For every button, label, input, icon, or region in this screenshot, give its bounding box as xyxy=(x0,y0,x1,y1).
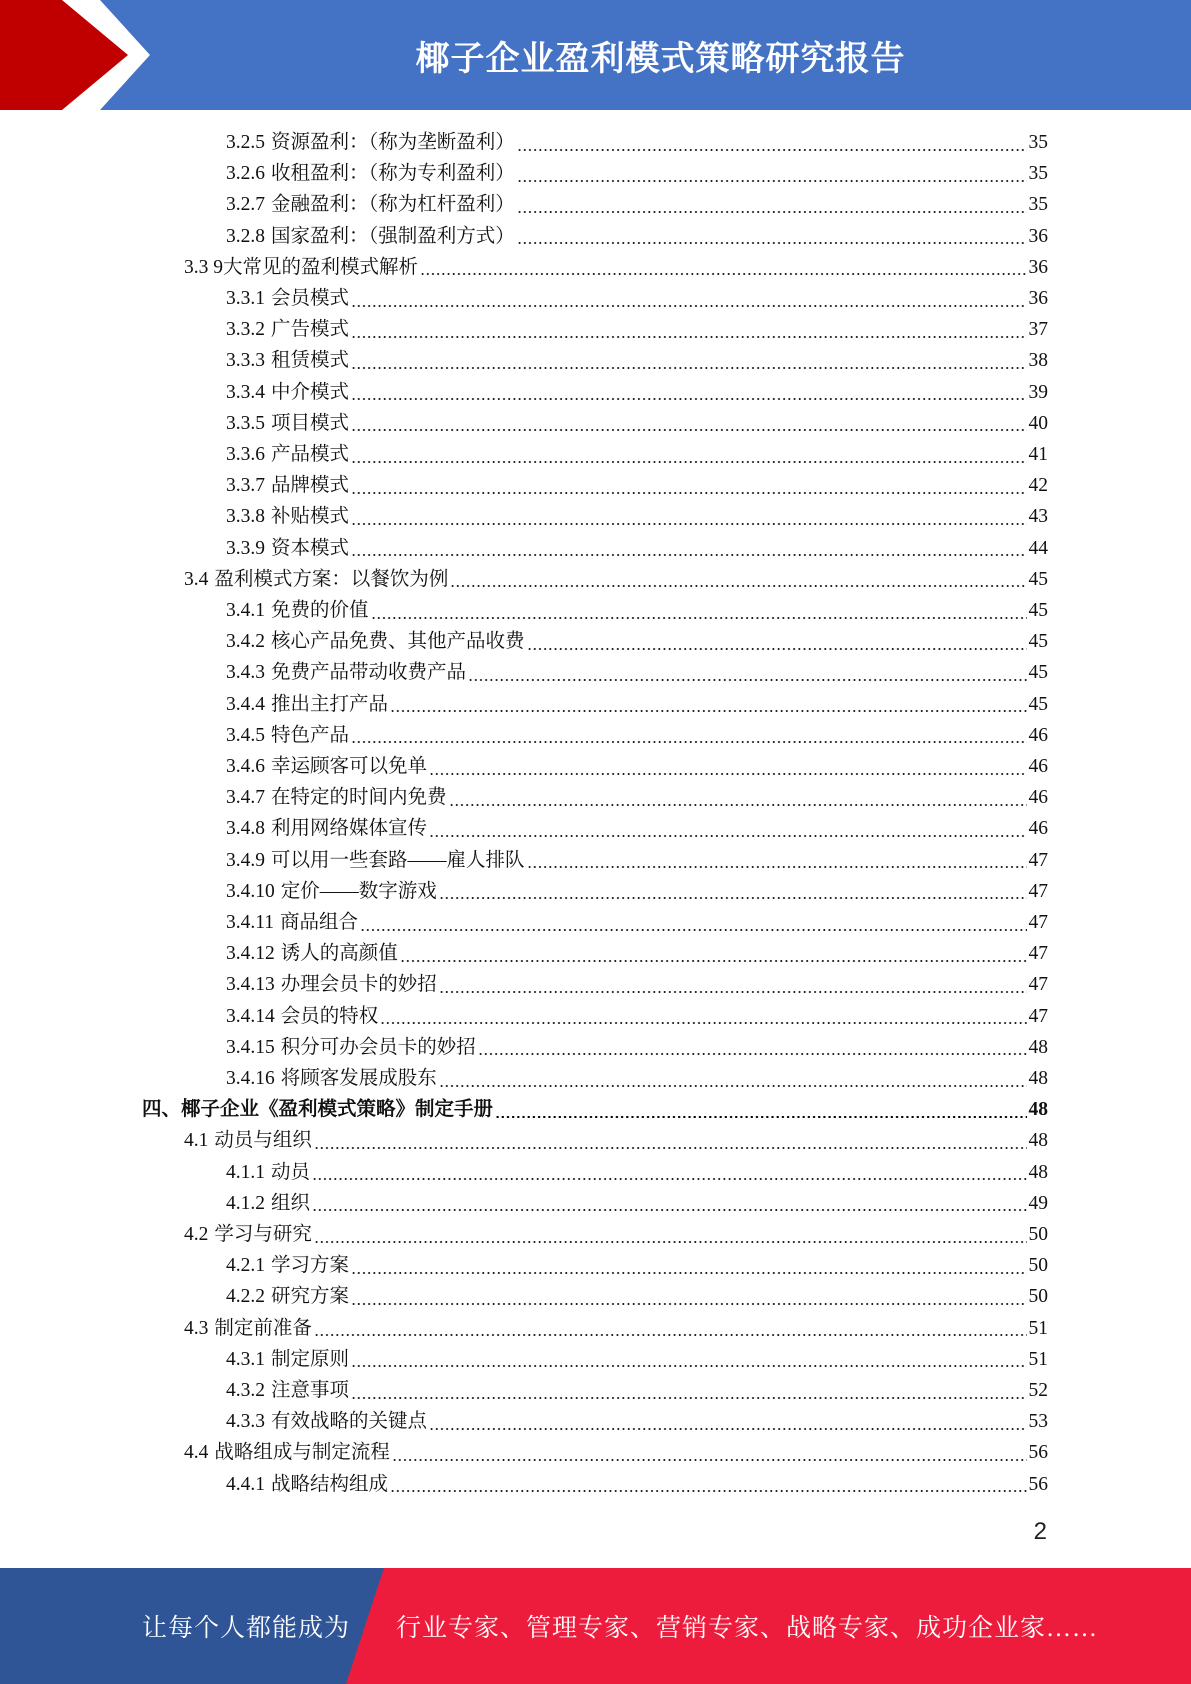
toc-entry-title: 资本模式 xyxy=(271,537,350,559)
toc-entry-label xyxy=(226,1469,388,1500)
toc-entry-title: 积分可办会员卡的妙招 xyxy=(280,1036,476,1058)
toc-entry-page: 46 xyxy=(1028,818,1048,840)
toc-entry[interactable] xyxy=(226,189,1048,220)
toc-entry[interactable] xyxy=(226,1344,1048,1375)
toc-entry[interactable] xyxy=(184,1313,1048,1344)
toc-entry[interactable] xyxy=(226,626,1048,657)
toc-dot-leader xyxy=(314,1334,1027,1336)
toc-entry-label xyxy=(226,751,427,782)
toc-entry-page: 36 xyxy=(1028,256,1048,278)
toc-entry[interactable] xyxy=(226,1281,1048,1312)
toc-entry-page: 46 xyxy=(1028,756,1048,777)
toc-entry[interactable] xyxy=(226,314,1048,345)
toc-entry-title: 收租盈利：（称为专利盈利） xyxy=(271,163,515,185)
toc-dot-leader xyxy=(439,1085,1027,1087)
toc-dot-leader xyxy=(351,367,1026,369)
toc-entry[interactable] xyxy=(184,564,1048,595)
toc-entry-number: 3.4.9 xyxy=(226,849,265,871)
toc-entry[interactable] xyxy=(226,907,1048,938)
toc-entry-number: 3.4.5 xyxy=(226,724,265,746)
toc-entry[interactable] xyxy=(226,158,1048,189)
toc-dot-leader xyxy=(527,866,1027,868)
toc-entry-label xyxy=(226,938,398,969)
toc-entry-title: 国家盈利：（强制盈利方式） xyxy=(271,225,515,247)
toc-entry-label xyxy=(226,501,349,532)
toc-entry-page: 47 xyxy=(1028,849,1048,871)
toc-entry-number: 3.2.6 xyxy=(226,163,265,185)
toc-entry[interactable] xyxy=(226,1375,1048,1406)
toc-dot-leader xyxy=(314,1241,1027,1243)
toc-dot-leader xyxy=(517,242,1027,244)
toc-entry-label xyxy=(226,782,447,813)
toc-dot-leader xyxy=(351,305,1026,307)
toc-entry-number: 3.3.9 xyxy=(226,537,265,559)
toc-entry-page: 36 xyxy=(1028,225,1048,247)
toc-entry-label xyxy=(226,1406,427,1437)
toc-entry-page: 50 xyxy=(1028,1255,1048,1277)
toc-dot-leader xyxy=(351,1272,1026,1274)
toc-dot-leader xyxy=(429,1428,1026,1430)
toc-entry-page: 40 xyxy=(1028,412,1048,434)
toc-entry-number: 3.4.10 xyxy=(226,880,275,902)
toc-dot-leader xyxy=(449,804,1027,806)
toc-entry[interactable] xyxy=(226,345,1048,376)
toc-entry-label xyxy=(142,1094,493,1125)
toc-entry-page: 43 xyxy=(1028,506,1048,528)
toc-entry-number: 3.4.3 xyxy=(226,662,265,684)
toc-dot-leader xyxy=(351,554,1026,556)
toc-entry[interactable] xyxy=(226,377,1048,408)
toc-entry-title: 组织 xyxy=(271,1192,311,1214)
toc-dot-leader xyxy=(400,960,1027,962)
toc-entry-label xyxy=(226,189,515,220)
toc-entry[interactable] xyxy=(226,1406,1048,1437)
toc-entry[interactable] xyxy=(226,657,1048,688)
toc-dot-leader xyxy=(478,1053,1027,1055)
toc-entry-label xyxy=(226,439,349,470)
toc-dot-leader xyxy=(351,429,1026,431)
toc-entry-label xyxy=(226,969,437,1000)
toc-entry[interactable] xyxy=(184,252,1048,283)
toc-entry-page: 39 xyxy=(1028,381,1048,403)
toc-entry[interactable] xyxy=(142,1094,1048,1125)
toc-entry-title: 品牌模式 xyxy=(271,475,350,497)
toc-entry-number: 4.4 xyxy=(184,1442,209,1464)
toc-entry-page: 36 xyxy=(1028,288,1048,309)
toc-entry-page: 50 xyxy=(1028,1286,1048,1308)
toc-dot-leader xyxy=(495,1116,1026,1118)
toc-entry[interactable] xyxy=(226,876,1048,907)
toc-entry-title: 制定原则 xyxy=(271,1348,350,1370)
toc-entry[interactable] xyxy=(226,127,1048,158)
toc-dot-leader xyxy=(450,585,1026,587)
toc-dot-leader xyxy=(351,523,1026,525)
toc-entry[interactable] xyxy=(226,689,1048,720)
toc-entry-title: 四、椰子企业《盈利模式策略》制定手册 xyxy=(142,1099,494,1121)
toc-entry-number: 3.3.2 xyxy=(226,319,265,341)
toc-entry[interactable] xyxy=(226,1157,1048,1188)
toc-entry-number: 3.3.7 xyxy=(226,475,265,497)
toc-entry[interactable] xyxy=(226,969,1048,1000)
toc-entry-number: 3.3.1 xyxy=(226,288,265,309)
toc-entry-title: 战略结构组成 xyxy=(271,1473,389,1495)
toc-entry-number: 3.3.8 xyxy=(226,506,265,528)
toc-entry-title: 免费产品带动收费产品 xyxy=(271,662,467,684)
toc-dot-leader xyxy=(439,991,1027,993)
toc-entry-label xyxy=(226,1157,310,1188)
toc-entry-page: 35 xyxy=(1028,194,1048,216)
toc-entry[interactable] xyxy=(226,1250,1048,1281)
toc-entry-title: 推出主打产品 xyxy=(271,693,389,715)
toc-entry-number: 3.3.3 xyxy=(226,350,265,372)
toc-entry-title: 学习与研究 xyxy=(214,1224,312,1245)
toc-entry-number: 3.2.8 xyxy=(226,225,265,247)
toc-entry-label xyxy=(226,1063,437,1094)
toc-entry-title: 产品模式 xyxy=(271,444,350,465)
toc-entry[interactable] xyxy=(226,751,1048,782)
toc-entry[interactable] xyxy=(184,1437,1048,1468)
toc-entry-title: 特色产品 xyxy=(271,724,350,746)
toc-entry-page: 56 xyxy=(1028,1442,1048,1464)
toc-entry[interactable] xyxy=(226,1188,1048,1219)
toc-entry-label xyxy=(226,314,349,345)
toc-dot-leader xyxy=(371,617,1027,619)
toc-entry-title: 将顾客发展成股东 xyxy=(280,1068,437,1089)
toc-entry-title: 金融盈利：（称为杠杆盈利） xyxy=(271,194,515,216)
toc-entry-title: 动员与组织 xyxy=(214,1130,312,1152)
toc-entry-label xyxy=(184,1219,312,1250)
toc-entry-label xyxy=(226,657,466,688)
toc-entry-page: 47 xyxy=(1028,912,1048,933)
toc-dot-leader xyxy=(351,1303,1026,1305)
toc-entry-page: 53 xyxy=(1028,1411,1048,1433)
toc-entry-page: 52 xyxy=(1028,1380,1048,1401)
toc-entry-page: 56 xyxy=(1028,1473,1048,1495)
toc-entry[interactable] xyxy=(226,720,1048,751)
toc-entry-title: 广告模式 xyxy=(271,319,350,341)
toc-entry-title: 可以用一些套路——雇人排队 xyxy=(271,849,525,871)
toc-entry-page: 46 xyxy=(1028,724,1048,746)
toc-entry-label xyxy=(226,1188,310,1219)
toc-entry-page: 49 xyxy=(1028,1192,1048,1214)
toc-entry-title: 盈利模式方案：以餐饮为例 xyxy=(214,568,449,590)
toc-dot-leader xyxy=(420,273,1026,275)
toc-entry-label xyxy=(226,127,515,158)
toc-entry-page: 51 xyxy=(1028,1317,1048,1339)
toc-entry-number: 3.4.12 xyxy=(226,943,275,965)
toc-entry[interactable] xyxy=(226,408,1048,439)
toc-dot-leader xyxy=(517,149,1027,151)
toc-entry-number: 4.2.2 xyxy=(226,1286,265,1308)
toc-entry-page: 46 xyxy=(1028,787,1048,809)
toc-entry[interactable] xyxy=(226,1001,1048,1032)
toc-entry-label xyxy=(226,813,427,844)
toc-entry-label xyxy=(226,626,525,657)
toc-entry-title: 有效战略的关键点 xyxy=(271,1411,428,1433)
toc-entry-page: 48 xyxy=(1028,1036,1048,1058)
toc-entry-title: 租赁模式 xyxy=(271,350,350,372)
toc-dot-leader xyxy=(312,1178,1026,1180)
toc-entry-page: 47 xyxy=(1028,1005,1048,1027)
toc-entry-title: 补贴模式 xyxy=(271,506,350,528)
toc-entry-number: 3.2.7 xyxy=(226,194,265,216)
toc-entry-number: 4.2.1 xyxy=(226,1255,265,1277)
toc-entry-number: 3.4.11 xyxy=(226,912,275,933)
toc-entry-page: 47 xyxy=(1028,880,1048,902)
toc-entry-title: 注意事项 xyxy=(271,1380,350,1401)
toc-entry-label xyxy=(226,1344,349,1375)
toc-entry-title: 研究方案 xyxy=(271,1286,350,1308)
toc-entry-number: 4.3.2 xyxy=(226,1380,265,1401)
toc-entry[interactable] xyxy=(226,283,1048,314)
toc-entry-label xyxy=(184,564,448,595)
toc-entry-page: 45 xyxy=(1028,600,1048,621)
toc-dot-leader xyxy=(390,1490,1026,1492)
toc-entry[interactable] xyxy=(226,501,1048,532)
toc-entry-number: 3.2.5 xyxy=(226,132,265,153)
toc-dot-leader xyxy=(429,835,1026,837)
toc-entry[interactable] xyxy=(226,533,1048,564)
toc-entry-number: 4.1.1 xyxy=(226,1161,265,1183)
toc-dot-leader xyxy=(351,492,1026,494)
footer-roles: 行业专家、管理专家、营销专家、战略专家、成功企业家…… xyxy=(396,1615,1099,1642)
toc-entry-number: 3.4 xyxy=(184,568,209,590)
toc-dot-leader xyxy=(351,461,1026,463)
toc-entry-page: 42 xyxy=(1028,475,1048,497)
toc-entry-label xyxy=(184,1313,312,1344)
toc-entry-number: 4.1.2 xyxy=(226,1192,265,1214)
toc-entry[interactable] xyxy=(226,782,1048,813)
toc-entry[interactable] xyxy=(184,1219,1048,1250)
toc-entry[interactable] xyxy=(226,595,1048,626)
toc-dot-leader xyxy=(351,398,1026,400)
toc-entry-page: 48 xyxy=(1028,1099,1048,1121)
toc-entry-label xyxy=(226,1281,349,1312)
toc-entry-number: 4.3.1 xyxy=(226,1348,265,1370)
toc-entry-label xyxy=(226,1250,349,1281)
toc-entry-label xyxy=(226,720,349,751)
toc-entry-label xyxy=(184,1437,390,1468)
toc-entry-page: 35 xyxy=(1028,132,1048,153)
toc-dot-leader xyxy=(517,211,1027,213)
toc-entry-page: 51 xyxy=(1028,1348,1048,1370)
toc-entry-page: 44 xyxy=(1028,537,1048,559)
document-title: 椰子企业盈利模式策略研究报告 xyxy=(415,38,906,79)
toc-entry-title: 资源盈利：（称为垄断盈利） xyxy=(271,132,515,153)
toc-entry-title: 商品组合 xyxy=(280,912,359,933)
toc-entry-label xyxy=(226,907,358,938)
toc-entry-label xyxy=(184,1125,312,1156)
toc-entry-title: 会员模式 xyxy=(271,288,350,309)
toc-entry-label xyxy=(226,689,388,720)
toc-dot-leader xyxy=(351,741,1026,743)
toc-entry-label xyxy=(226,470,349,501)
toc-entry-title: 项目模式 xyxy=(271,412,350,434)
toc-entry[interactable] xyxy=(226,470,1048,501)
toc-entry-label xyxy=(226,1032,476,1063)
toc-entry-label xyxy=(226,595,369,626)
toc-entry-number: 3.3.4 xyxy=(226,381,265,403)
toc-dot-leader xyxy=(351,336,1026,338)
toc-entry-number: 3.4.6 xyxy=(226,756,265,777)
toc-entry-page: 45 xyxy=(1028,631,1048,653)
toc-dot-leader xyxy=(314,1147,1027,1149)
toc-entry-number: 3.4.8 xyxy=(226,818,265,840)
toc-entry-title: 利用网络媒体宣传 xyxy=(271,818,428,840)
toc-entry-number: 4.3 xyxy=(184,1317,209,1339)
toc-entry-number: 3.4.13 xyxy=(226,974,275,996)
toc-entry[interactable] xyxy=(226,1032,1048,1063)
toc-entry-label xyxy=(226,345,349,376)
toc-entry-title: 幸运顾客可以免单 xyxy=(271,756,428,777)
toc-entry-number: 4.2 xyxy=(184,1224,209,1245)
toc-entry-number: 3.3.5 xyxy=(226,412,265,434)
toc-entry-label xyxy=(184,252,418,283)
toc-entry-number: 3.3.6 xyxy=(226,444,265,465)
toc-entry-label xyxy=(226,845,525,876)
toc-dot-leader xyxy=(468,679,1026,681)
toc-dot-leader xyxy=(429,773,1026,775)
toc-entry-title: 免费的价值 xyxy=(271,600,369,621)
toc-entry-title: 中介模式 xyxy=(271,381,350,403)
toc-entry-label xyxy=(226,876,437,907)
toc-entry-number: 3.4.4 xyxy=(226,693,265,715)
toc-entry-label xyxy=(226,158,515,189)
toc-entry-page: 35 xyxy=(1028,163,1048,185)
toc-entry[interactable] xyxy=(226,439,1048,470)
toc-entry-number: 3.4.16 xyxy=(226,1068,275,1089)
toc-entry-label xyxy=(226,221,515,252)
toc-dot-leader xyxy=(312,1209,1026,1211)
toc-entry[interactable] xyxy=(226,1063,1048,1094)
toc-entry-page: 45 xyxy=(1028,568,1048,590)
footer-slogan: 让每个人都能成为 xyxy=(142,1615,351,1642)
toc-entry[interactable] xyxy=(226,221,1048,252)
toc-entry-label xyxy=(226,283,349,314)
toc-entry-title: 核心产品免费、其他产品收费 xyxy=(271,631,525,653)
toc-entry-label xyxy=(226,1001,378,1032)
toc-entry-page: 50 xyxy=(1028,1224,1048,1245)
toc-dot-leader xyxy=(360,929,1026,931)
toc-entry-title: 学习方案 xyxy=(271,1255,350,1277)
toc-entry-number: 3.4.2 xyxy=(226,631,265,653)
toc-dot-leader xyxy=(517,180,1027,182)
toc-entry-title: 在特定的时间内免费 xyxy=(271,787,447,809)
toc-entry-title: 战略组成与制定流程 xyxy=(214,1442,390,1464)
toc-entry[interactable] xyxy=(226,938,1048,969)
toc-dot-leader xyxy=(439,897,1027,899)
toc-entry-label xyxy=(226,533,349,564)
toc-dot-leader xyxy=(351,1365,1026,1367)
toc-entry-number: 3.4.7 xyxy=(226,787,265,809)
toc-entry-title: 3.3 9大常见的盈利模式解析 xyxy=(184,256,419,278)
toc-entry-title: 办理会员卡的妙招 xyxy=(280,974,437,996)
page-number: 2 xyxy=(1033,1518,1047,1545)
page-header xyxy=(0,0,1191,110)
toc-entry-title: 动员 xyxy=(271,1161,311,1183)
toc-entry-page: 47 xyxy=(1028,943,1048,965)
toc-entry-page: 48 xyxy=(1028,1068,1048,1089)
toc-entry[interactable] xyxy=(226,1469,1048,1500)
toc-entry[interactable] xyxy=(184,1125,1048,1156)
toc-entry-page: 48 xyxy=(1028,1130,1048,1152)
toc-dot-leader xyxy=(380,1022,1026,1024)
toc-dot-leader xyxy=(527,648,1027,650)
toc-entry-title: 诱人的高颜值 xyxy=(280,943,398,965)
toc-entry-number: 4.1 xyxy=(184,1130,209,1152)
toc-dot-leader xyxy=(351,1397,1026,1399)
toc-dot-leader xyxy=(392,1459,1027,1461)
toc-dot-leader xyxy=(390,710,1026,712)
toc-entry-page: 37 xyxy=(1028,319,1048,341)
toc-entry-label xyxy=(226,377,349,408)
toc-entry-page: 41 xyxy=(1028,444,1048,465)
toc-entry[interactable] xyxy=(226,813,1048,844)
toc-entry-page: 45 xyxy=(1028,662,1048,684)
toc-entry-number: 3.4.14 xyxy=(226,1005,275,1027)
toc-entry-title: 定价——数字游戏 xyxy=(280,880,437,902)
toc-entry-number: 3.4.1 xyxy=(226,600,265,621)
toc-entry-number: 4.3.3 xyxy=(226,1411,265,1433)
toc-entry-page: 47 xyxy=(1028,974,1048,996)
toc-entry[interactable] xyxy=(226,845,1048,876)
toc-entry-label xyxy=(226,1375,349,1406)
toc-entry-page: 48 xyxy=(1028,1161,1048,1183)
toc-entry-page: 45 xyxy=(1028,693,1048,715)
toc-entry-title: 会员的特权 xyxy=(280,1005,379,1027)
toc-entry-title: 制定前准备 xyxy=(214,1317,312,1339)
page-footer xyxy=(0,1568,1191,1684)
toc-entry-label xyxy=(226,408,349,439)
toc-entry-number: 3.4.15 xyxy=(226,1036,275,1058)
toc-entry-page: 38 xyxy=(1028,350,1048,372)
toc-entry-number: 4.4.1 xyxy=(226,1473,265,1495)
